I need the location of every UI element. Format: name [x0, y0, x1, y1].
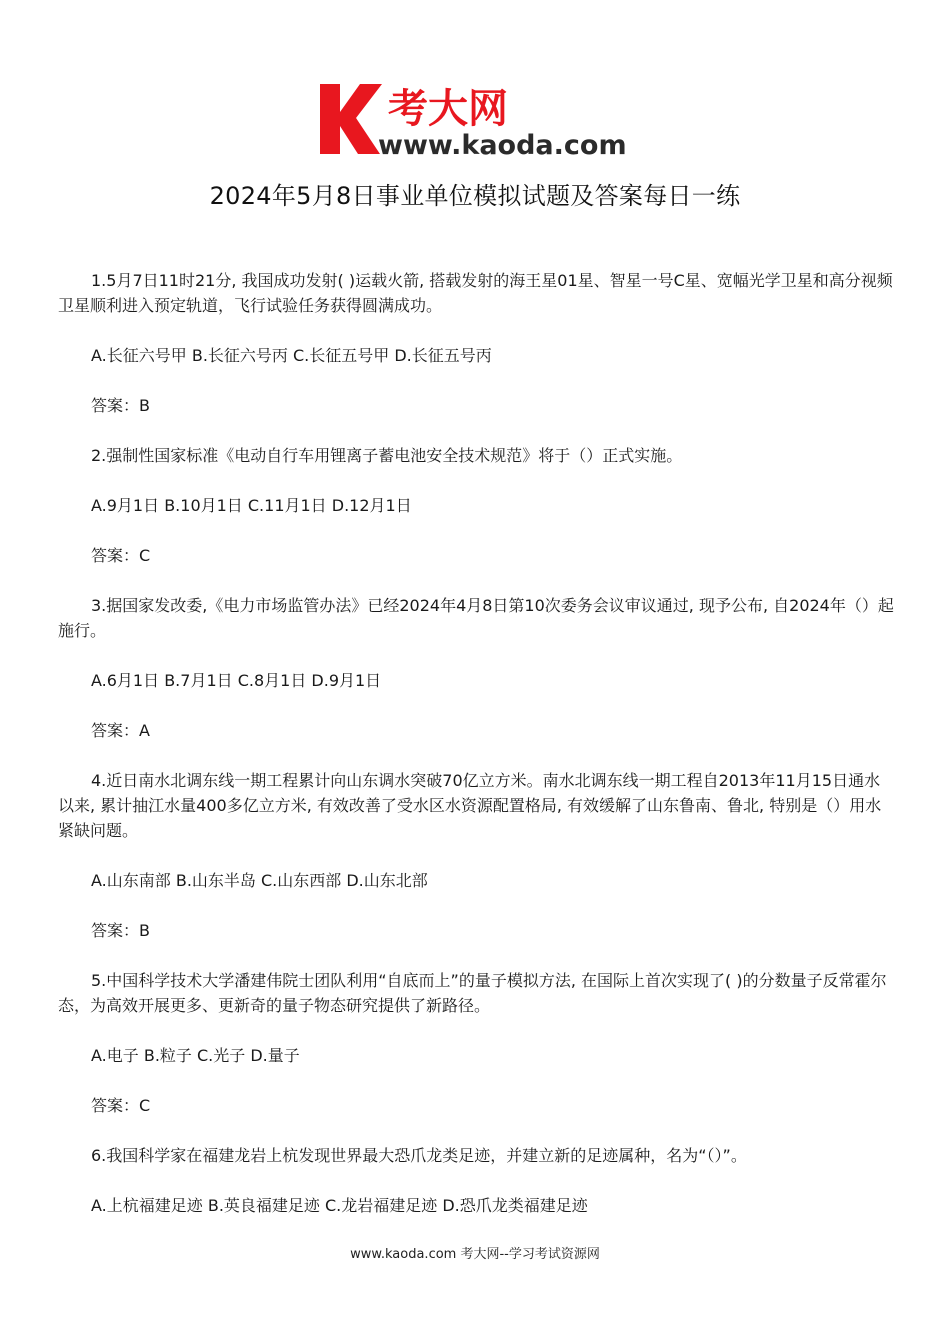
- answer-key: 答案：B: [91, 396, 150, 415]
- question-text: 6.我国科学家在福建龙岩上杭发现世界最大恐爪龙类足迹，并建立新的足迹属种，名为“（）”。: [91, 1146, 747, 1165]
- answer-key: 答案：B: [91, 921, 150, 940]
- answer-options: A.山东南部 B.山东半岛 C.山东西部 D.山东北部: [91, 871, 428, 890]
- logo-brand-text: 考大网: [388, 86, 508, 132]
- logo-url-text: www.kaoda.com: [378, 130, 627, 161]
- page-title: 2024年5月8日事业单位模拟试题及答案每日一练: [209, 182, 741, 210]
- answer-key: 答案：A: [91, 721, 150, 740]
- answer-options: A.上杭福建足迹 B.英良福建足迹 C.龙岩福建足迹 D.恐爪龙类福建足迹: [91, 1196, 588, 1215]
- kaoda-logo: [316, 78, 646, 162]
- question-text: 2.强制性国家标准《电动自行车用锂离子蓄电池安全技术规范》将于（）正式实施。: [91, 446, 683, 465]
- question-list: [58, 268, 896, 1243]
- question-text: 5.中国科学技术大学潘建伟院士团队利用“自底而上”的量子模拟方法, 在国际上首次实现了( )的分数量子反常霍尔态，为高效开展更多、更新奇的量子物态研究提供了新路径。: [58, 971, 887, 1015]
- answer-key: 答案：C: [91, 546, 151, 565]
- answer-options: A.9月1日 B.10月1日 C.11月1日 D.12月1日: [91, 496, 412, 515]
- answer-options: A.6月1日 B.7月1日 C.8月1日 D.9月1日: [91, 671, 382, 690]
- question-text: 4.近日南水北调东线一期工程累计向山东调水突破70亿立方米。南水北调东线一期工程自2013年11月15日通水以来, 累计抽江水量400多亿立方米, 有效改善了受水区水资源配置格局, 有效缓解了山东鲁南、鲁北, 特别是（）用水紧缺问题。: [58, 771, 882, 840]
- question-text: 3.据国家发改委,《电力市场监管办法》已经2024年4月8日第10次委务会议审议通过, 现予公布, 自2024年（）起施行。: [58, 596, 894, 640]
- answer-key: 答案：C: [91, 1096, 151, 1115]
- answer-options: A.电子 B.粒子 C.光子 D.量子: [91, 1046, 300, 1065]
- page-footer: www.kaoda.com 考大网--学习考试资源网: [350, 1247, 600, 1262]
- kaoda-logo-graphic: [316, 78, 646, 162]
- question-text: 1.5月7日11时21分, 我国成功发射( )运载火箭, 搭载发射的海王星01星、智星一号C星、宽幅光学卫星和高分视频卫星顺利进入预定轨道，飞行试验任务获得圆满成功。: [58, 271, 893, 315]
- answer-options: A.长征六号甲 B.长征六号丙 C.长征五号甲 D.长征五号丙: [91, 346, 492, 365]
